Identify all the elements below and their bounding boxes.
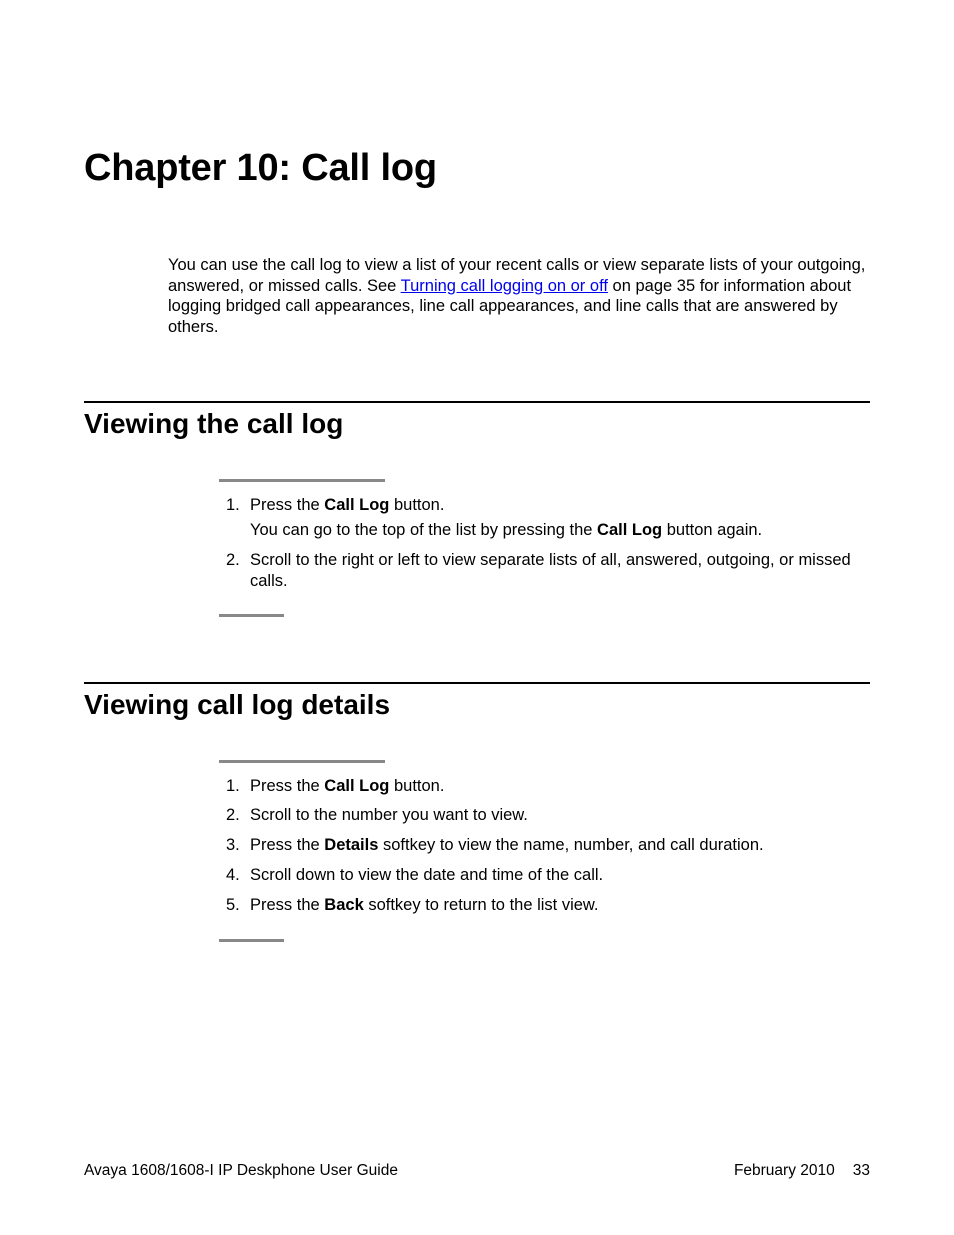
step-text: Press the Back softkey to return to the list view. (250, 896, 599, 914)
section-divider (84, 401, 870, 403)
step-number: 4. (226, 866, 240, 884)
intro-paragraph (168, 255, 872, 337)
step-substep: You can go to the top of the list by pressing the Call Log button again. (250, 520, 763, 539)
step-text: Press the Details softkey to view the name, number, and call duration. (250, 836, 764, 854)
turning-call-logging-link[interactable]: Turning call logging on or off (400, 276, 608, 295)
step-item (226, 835, 872, 856)
call-log-button-ref: Call Log (597, 520, 663, 539)
step-item (226, 895, 872, 916)
procedure-start-rule (219, 760, 385, 763)
step-text: Scroll to the number you want to view. (250, 806, 528, 824)
back-softkey-ref: Back (324, 896, 364, 914)
step-number: 1. (226, 496, 240, 514)
footer-date-page (734, 1161, 870, 1181)
footer-guide-title: Avaya 1608/1608-I IP Deskphone User Guide (84, 1162, 398, 1179)
step-number: 5. (226, 896, 240, 914)
step-text: Scroll to the right or left to view separate lists of all, answered, outgoing, or missed calls. (250, 551, 851, 590)
step-item (226, 550, 872, 591)
step-number: 2. (226, 806, 240, 824)
step-item (226, 865, 872, 886)
section-title-viewing-call-log: Viewing the call log (84, 408, 344, 439)
call-log-button-ref: Call Log (324, 777, 390, 795)
step-item (226, 776, 872, 797)
step-item (226, 495, 872, 540)
step-text: Scroll down to view the date and time of the call. (250, 866, 604, 884)
intro-text-before: You can use the call log to view a list of your recent calls or view separate lists of your outgoing, answered, or missed calls. See (168, 256, 866, 295)
call-log-button-ref: Call Log (324, 496, 390, 514)
section-divider (84, 682, 870, 684)
intro-text-after: on page 35 for information about logging bridged call appearances, line call appearances, and line calls that are answered by others. (168, 276, 852, 336)
footer-page-number: 33 (852, 1162, 870, 1179)
procedure-end-rule (219, 614, 284, 617)
details-softkey-ref: Details (324, 836, 379, 854)
footer-date: February 2010 (733, 1162, 835, 1179)
step-text: Press the Call Log button. (250, 777, 445, 795)
procedure-start-rule (219, 479, 385, 482)
step-item (226, 805, 872, 826)
step-number: 1. (226, 777, 240, 795)
step-text: Press the Call Log button. You can go to the top of the list by pressing the Call Log button again. (250, 495, 872, 540)
step-number: 2. (226, 551, 240, 569)
step-number: 3. (226, 836, 240, 854)
chapter-title: Chapter 10: Call log (84, 147, 437, 189)
section-title-viewing-call-log-details: Viewing call log details (84, 689, 391, 720)
procedure-end-rule (219, 939, 284, 942)
